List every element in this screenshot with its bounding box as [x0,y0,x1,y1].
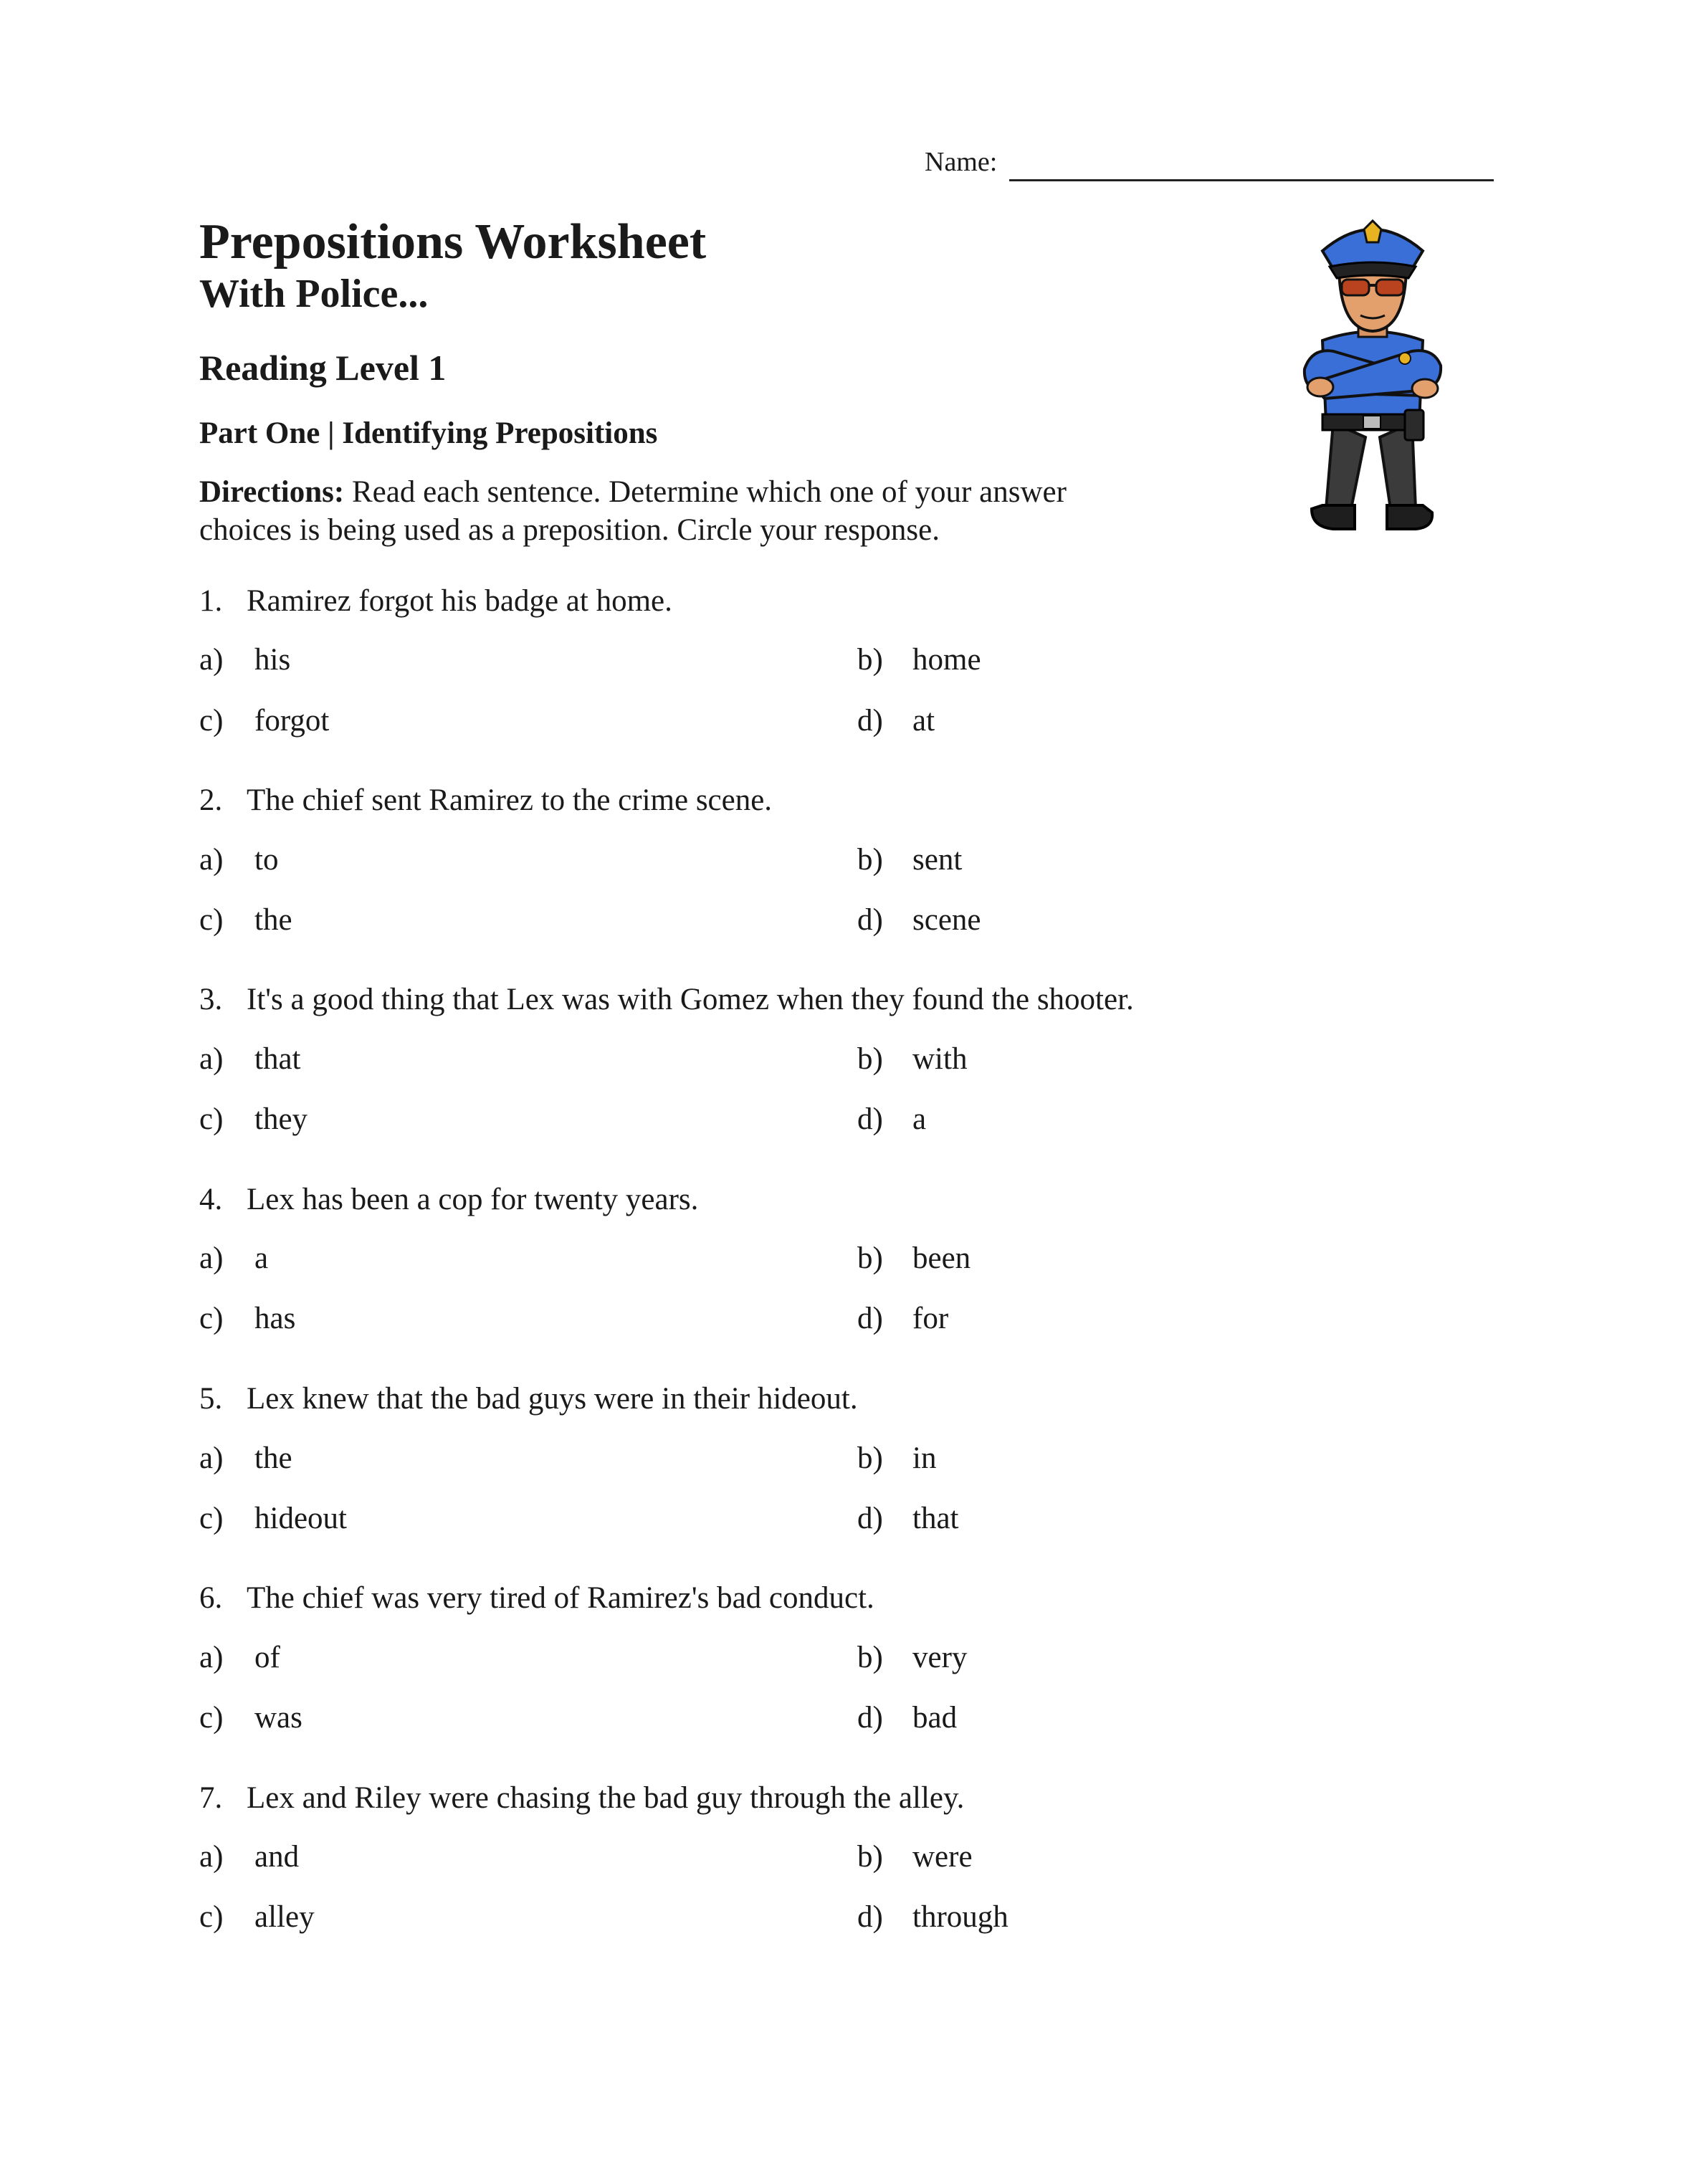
directions-line-1: Read each sentence. Determine which one of your answer [351,475,1067,509]
option-a[interactable]: a) the [199,1441,292,1475]
option-b[interactable]: b) with [857,1042,968,1076]
option-d[interactable]: d) bad [857,1701,958,1735]
option-c[interactable]: c) they [199,1102,308,1136]
reading-level-heading: Reading Level 1 [199,348,447,388]
option-a[interactable]: a) a [199,1241,269,1275]
option-c[interactable]: c) hideout [199,1502,347,1535]
question-text: 3. It's a good thing that Lex was with Gomez when they found the shooter. [199,983,1134,1016]
question-text: 2. The chief sent Ramirez to the crime scene. [199,783,773,817]
option-a[interactable]: a) his [199,643,291,677]
option-b[interactable]: b) in [857,1441,937,1475]
option-c[interactable]: c) the [199,903,292,937]
page-subtitle: With Police... [199,272,429,316]
part-heading: Part One | Identifying Prepositions [199,416,658,450]
question-text: 1. Ramirez forgot his badge at home. [199,584,672,618]
option-a[interactable]: a) to [199,843,279,877]
option-b[interactable]: b) home [857,643,981,677]
option-b[interactable]: b) sent [857,843,963,877]
option-d[interactable]: d) that [857,1502,959,1535]
directions-line-2: choices is being used as a preposition. Circle your response. [199,513,940,547]
directions-label: Directions: [199,475,345,509]
option-b[interactable]: b) been [857,1241,971,1275]
option-a[interactable]: a) that [199,1042,301,1076]
option-d[interactable]: d) through [857,1900,1008,1934]
question-text: 7. Lex and Riley were chasing the bad guy through the alley. [199,1781,965,1815]
option-c[interactable]: c) forgot [199,704,330,738]
option-b[interactable]: b) were [857,1840,973,1874]
option-a[interactable]: a) and [199,1840,300,1874]
question-text: 4. Lex has been a cop for twenty years. [199,1183,699,1216]
option-c[interactable]: c) has [199,1302,296,1335]
directions [199,473,1067,549]
option-d[interactable]: d) a [857,1102,927,1136]
question-text: 6. The chief was very tired of Ramirez's bad conduct. [199,1581,874,1615]
option-d[interactable]: d) scene [857,903,981,937]
option-d[interactable]: d) at [857,704,935,738]
question-text: 5. Lex knew that the bad guys were in their hideout. [199,1382,858,1416]
name-label: Name: [925,147,998,177]
option-a[interactable]: a) of [199,1641,280,1674]
page-title: Prepositions Worksheet [199,214,707,270]
police-officer-icon [1283,208,1462,538]
option-c[interactable]: c) alley [199,1900,315,1934]
option-b[interactable]: b) very [857,1641,968,1674]
option-d[interactable]: d) for [857,1302,949,1335]
option-c[interactable]: c) was [199,1701,302,1735]
name-field-line[interactable] [1009,179,1494,181]
